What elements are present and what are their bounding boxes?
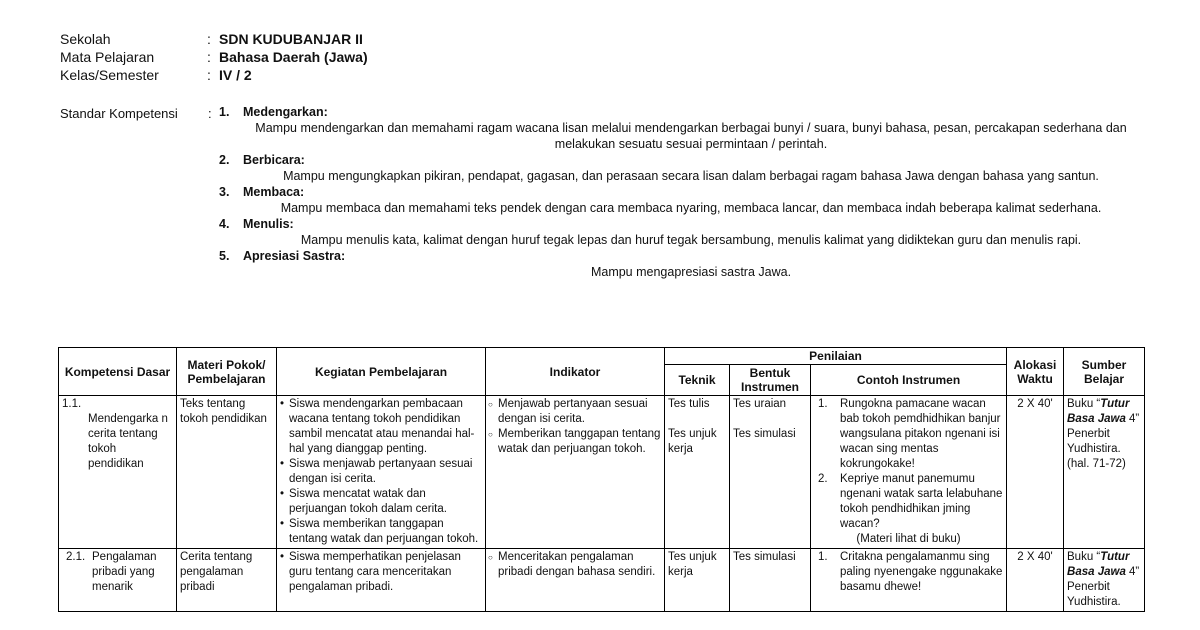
sumber-book-title: Tutur Basa Jawa	[1067, 551, 1130, 578]
kd-text: Mendengarka n cerita tentang tokoh pendidikan	[88, 413, 168, 470]
sk-num: 1.	[219, 105, 230, 119]
teknik-item: Tes unjuk kerja	[668, 551, 717, 578]
sumber-book-title: Tutur Basa Jawa	[1067, 398, 1130, 425]
cell-teknik	[665, 396, 730, 549]
header-penilaian: Penilaian	[665, 348, 1007, 365]
cell-bentuk	[730, 549, 811, 612]
standar-kompetensi-colon: :	[208, 106, 212, 121]
header-materi: Materi Pokok/ Pembelajaran	[177, 348, 277, 396]
header-teknik: Teknik	[665, 365, 730, 396]
teknik-item: Tes tulis	[668, 398, 710, 410]
cell-materi: Teks tentang tokoh pendidikan	[177, 396, 277, 549]
header-indikator: Indikator	[486, 348, 665, 396]
info-label: Kelas/Semester	[60, 67, 159, 83]
sk-item	[219, 184, 1139, 216]
cell-alokasi: 2 X 40'	[1007, 396, 1064, 549]
header-kd: Kompetensi Dasar	[59, 348, 177, 396]
sumber-post: 4” Penerbit Yudhistira.	[1067, 566, 1140, 608]
kd-number: 1.1.	[62, 398, 82, 410]
list-item	[814, 472, 1003, 532]
bentuk-item: Tes simulasi	[733, 551, 796, 563]
cell-indikator	[486, 396, 665, 549]
list-item	[814, 397, 1003, 472]
header-sumber: Sumber Belajar	[1064, 348, 1145, 396]
sk-title: Apresiasi Sastra:	[243, 249, 346, 263]
cell-kd	[59, 549, 177, 612]
sk-num: 3.	[219, 185, 230, 199]
cell-contoh	[811, 549, 1007, 612]
info-value: SDN KUDUBANJAR II	[219, 31, 363, 47]
sk-desc: Mampu mendengarkan dan memahami ragam wacana lisan melalui mendengarkan berbagai bunyi / suara, bunyi bahasa, pesan, percakapan sederhana dan melakukan sesuatu sesuai permintaan / perintah.	[255, 121, 1127, 151]
list-item: ○ Menceritakan pengalaman pribadi dengan bahasa sendiri.	[489, 550, 661, 580]
standar-kompetensi-label: Standar Kompetensi	[60, 106, 178, 121]
cell-sumber	[1064, 549, 1145, 612]
table-row	[59, 549, 1145, 612]
info-row-kelas	[60, 66, 368, 84]
kd-item	[62, 550, 173, 595]
list-item: • Siswa mencatat watak dan perjuangan tokoh dalam cerita.	[280, 487, 482, 517]
cell-materi: Cerita tentang pengalaman pribadi	[177, 549, 277, 612]
sumber-pre: Buku “	[1067, 398, 1101, 410]
cell-teknik	[665, 549, 730, 612]
contoh-note: (Materi lihat di buku)	[856, 533, 961, 545]
sk-item	[219, 216, 1139, 248]
list-item: ○ Memberikan tanggapan tentang watak dan perjuangan tokoh.	[489, 427, 661, 457]
list-item: • Siswa mendengarkan pembacaan wacana tentang tokoh pendidikan sambil mencatat atau menandai hal-hal yang dianggap penting.	[280, 397, 482, 457]
sk-desc: Mampu menulis kata, kalimat dengan huruf tegak lepas dan huruf tegak bersambung, menulis kalimat yang didiktekan guru dan menulis rapi.	[300, 233, 1082, 247]
cell-kd	[59, 396, 177, 549]
cell-kegiatan	[277, 549, 486, 612]
header-contoh: Contoh Instrumen	[811, 365, 1007, 396]
standar-kompetensi-list	[219, 104, 1139, 280]
info-colon: :	[207, 67, 211, 83]
teknik-item: Tes unjuk kerja	[668, 428, 717, 455]
item-text: Kepriye manut panemumu ngenani watak sarta lelabuhane tokoh pendhidhikan jming wacan?	[840, 473, 1003, 530]
info-colon: :	[207, 31, 211, 47]
sk-num: 4.	[219, 217, 230, 231]
sk-title: Medengarkan:	[243, 105, 328, 119]
info-label: Mata Pelajaran	[60, 49, 155, 65]
sk-num: 2.	[219, 153, 230, 167]
list-item: • Siswa memperhatikan penjelasan guru tentang cara menceritakan pengalaman pribadi.	[280, 550, 482, 595]
cell-sumber	[1064, 396, 1145, 549]
sk-item	[219, 104, 1139, 152]
list-item: • Siswa memberikan tanggapan tentang watak dan perjuangan tokoh.	[280, 517, 482, 547]
list-item: • Siswa menjawab pertanyaan sesuai dengan isi cerita.	[280, 457, 482, 487]
school-info	[60, 30, 368, 84]
table-row	[59, 396, 1145, 549]
item-number: 2.	[818, 473, 828, 485]
cell-contoh	[811, 396, 1007, 549]
sk-num: 5.	[219, 249, 230, 263]
item-number: 1.	[818, 551, 828, 563]
kd-text: Pengalaman pribadi yang menarik	[92, 551, 157, 593]
info-value: IV / 2	[219, 67, 252, 83]
item-text: Critakna pengalamanmu sing paling nyenengake nggunakake basamu dhewe!	[840, 551, 1003, 593]
info-row-sekolah	[60, 30, 368, 48]
sk-item	[219, 248, 1139, 280]
sumber-post: 4” Penerbit Yudhistira. (hal. 71-72)	[1067, 413, 1140, 470]
info-label: Sekolah	[60, 31, 111, 47]
sk-desc: Mampu membaca dan memahami teks pendek dengan cara membaca nyaring, membaca lancar, dan membaca indah beberapa kalimat sederhana.	[280, 201, 1102, 215]
item-text: Rungokna pamacane wacan bab tokoh pemdhidhikan banjur wangsulana pitakon ngenani isi wacan sing mentas kokrungokake!	[840, 398, 1001, 470]
kd-number: 2.1.	[66, 551, 86, 563]
header-bentuk: Bentuk Instrumen	[730, 365, 811, 396]
cell-kegiatan	[277, 396, 486, 549]
info-value: Bahasa Daerah (Jawa)	[219, 49, 368, 65]
sk-title: Berbicara:	[243, 153, 305, 167]
list-item: ○ Menjawab pertanyaan sesuai dengan isi cerita.	[489, 397, 661, 427]
header-kegiatan: Kegiatan Pembelajaran	[277, 348, 486, 396]
info-colon: :	[207, 49, 211, 65]
bentuk-item: Tes simulasi	[733, 428, 796, 440]
sk-item	[219, 152, 1139, 184]
sk-desc: Mampu mengapresiasi sastra Jawa.	[590, 265, 792, 279]
cell-indikator	[486, 549, 665, 612]
sk-title: Membaca:	[243, 185, 305, 199]
header-alokasi: Alokasi Waktu	[1007, 348, 1064, 396]
sk-title: Menulis:	[243, 217, 294, 231]
sk-desc: Mampu mengungkapkan pikiran, pendapat, gagasan, dan perasaan secara lisan dalam berbagai ragam bahasa Jawa dengan bahasa yang santun.	[283, 169, 1099, 183]
cell-alokasi: 2 X 40'	[1007, 549, 1064, 612]
list-item	[814, 550, 1003, 595]
cell-bentuk	[730, 396, 811, 549]
sumber-pre: Buku “	[1067, 551, 1101, 563]
silabus-table	[58, 347, 1145, 612]
header-row-1	[59, 348, 1145, 365]
info-row-mapel	[60, 48, 368, 66]
item-number: 1.	[818, 398, 828, 410]
bentuk-item: Tes uraian	[733, 398, 787, 410]
